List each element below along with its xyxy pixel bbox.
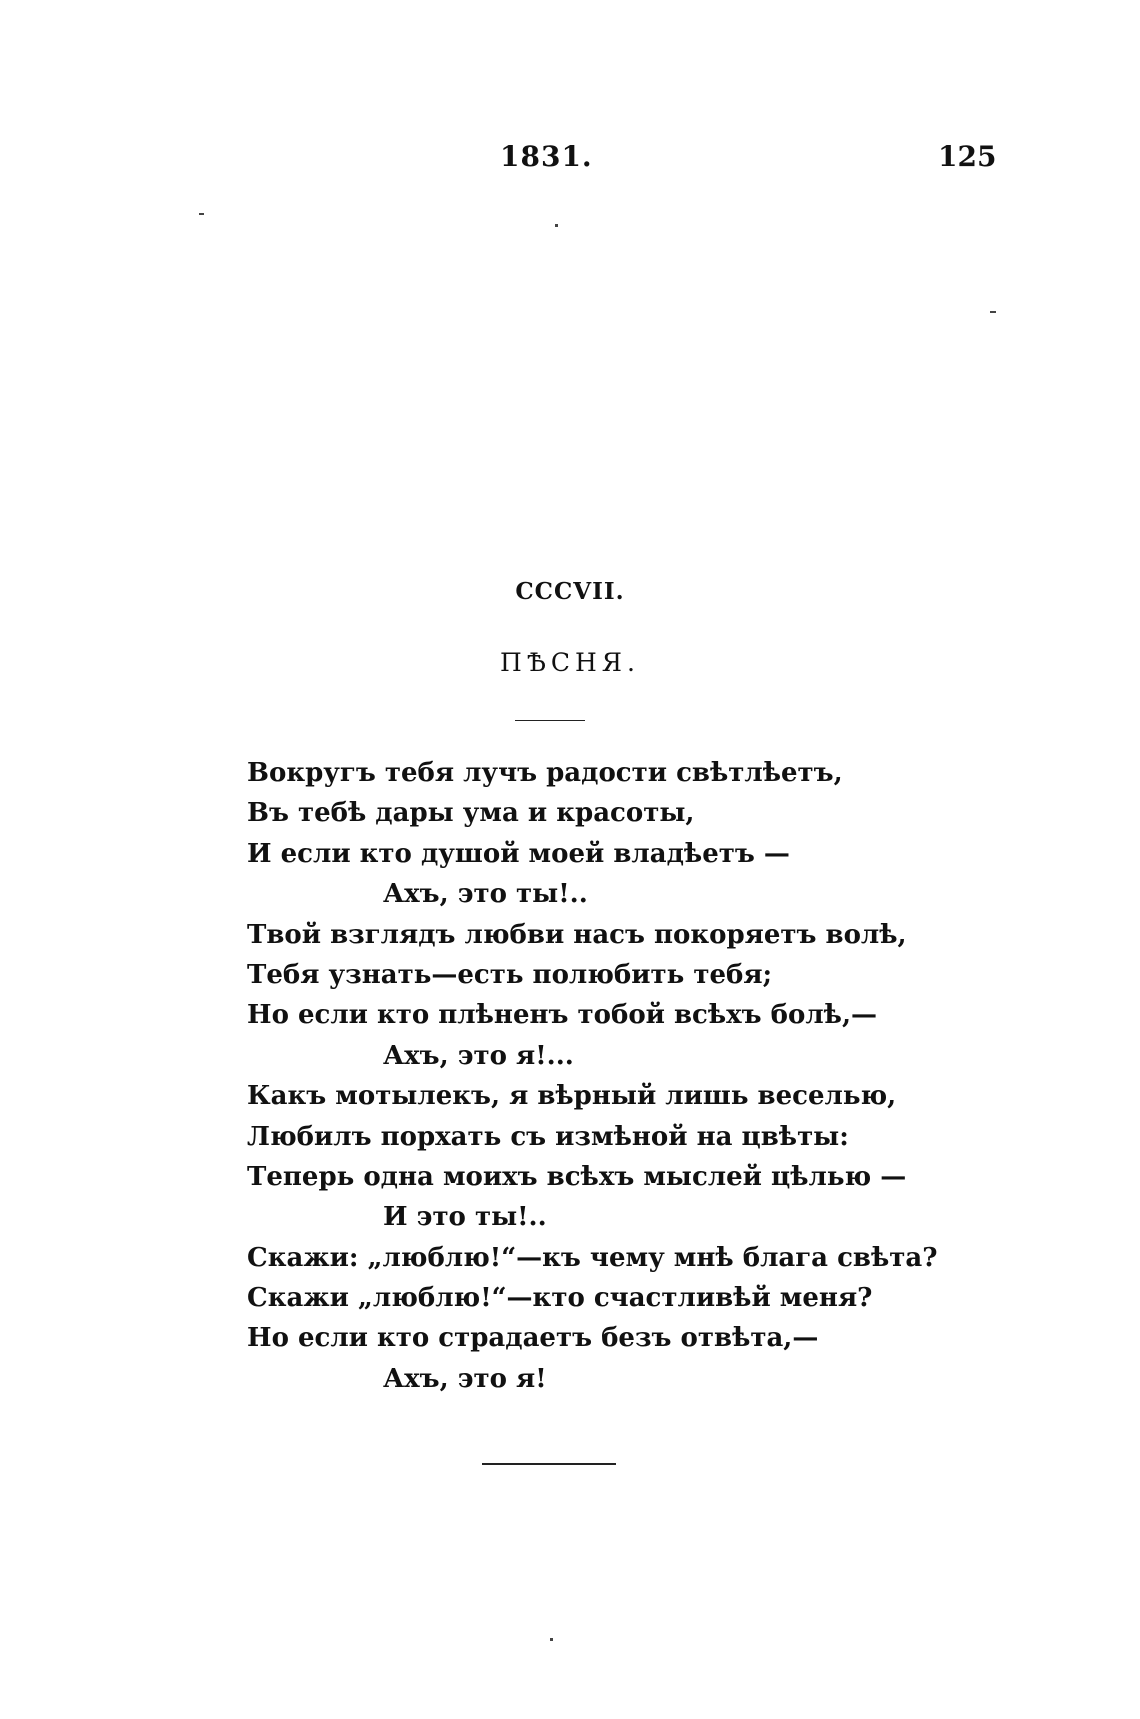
verse-line: Но если кто плѣненъ тобой всѣхъ болѣ,— xyxy=(247,1000,878,1031)
verse-line: Ахъ, это ты!.. xyxy=(383,879,588,910)
header-year: 1831. xyxy=(500,140,593,173)
verse-line: Скажи: „люблю!“—къ чему мнѣ блага свѣта? xyxy=(247,1242,938,1273)
verse-line: Ахъ, это я! xyxy=(383,1363,547,1394)
print-speck xyxy=(555,224,558,227)
poem-title: ПѢСНЯ. xyxy=(500,648,640,677)
verse-line: Любилъ порхать съ измѣной на цвѣты: xyxy=(247,1121,849,1152)
verse-line: И это ты!.. xyxy=(383,1202,547,1233)
verse-line: Тебя узнать—есть полюбить тебя; xyxy=(247,959,773,990)
poem-number: CCCVII. xyxy=(515,578,625,605)
print-speck xyxy=(550,1638,553,1641)
verse-line: Твой взглядъ любви насъ покоряетъ волѣ, xyxy=(247,919,907,950)
end-rule xyxy=(482,1463,616,1465)
verse-line: Вокругъ тебя лучъ радости свѣтлѣетъ, xyxy=(247,758,843,788)
verse-line: И если кто душой моей владѣетъ — xyxy=(247,838,790,869)
title-divider xyxy=(515,720,585,721)
verse-line: Въ тебѣ дары ума и красоты, xyxy=(247,798,695,829)
verse-line: Скажи „люблю!“—кто счастливѣй меня? xyxy=(247,1283,873,1314)
print-speck xyxy=(199,213,204,215)
verse-line: Теперь одна моихъ всѣхъ мыслей цѣлью — xyxy=(247,1161,907,1192)
verse-line: Какъ мотылекъ, я вѣрный лишь веселью, xyxy=(247,1081,897,1112)
verse-line: Ахъ, это я!... xyxy=(383,1040,574,1071)
poem-verse xyxy=(247,753,947,1399)
page-number: 125 xyxy=(938,140,997,173)
print-speck xyxy=(990,311,996,313)
verse-line: Но если кто страдаетъ безъ отвѣта,— xyxy=(247,1323,819,1354)
